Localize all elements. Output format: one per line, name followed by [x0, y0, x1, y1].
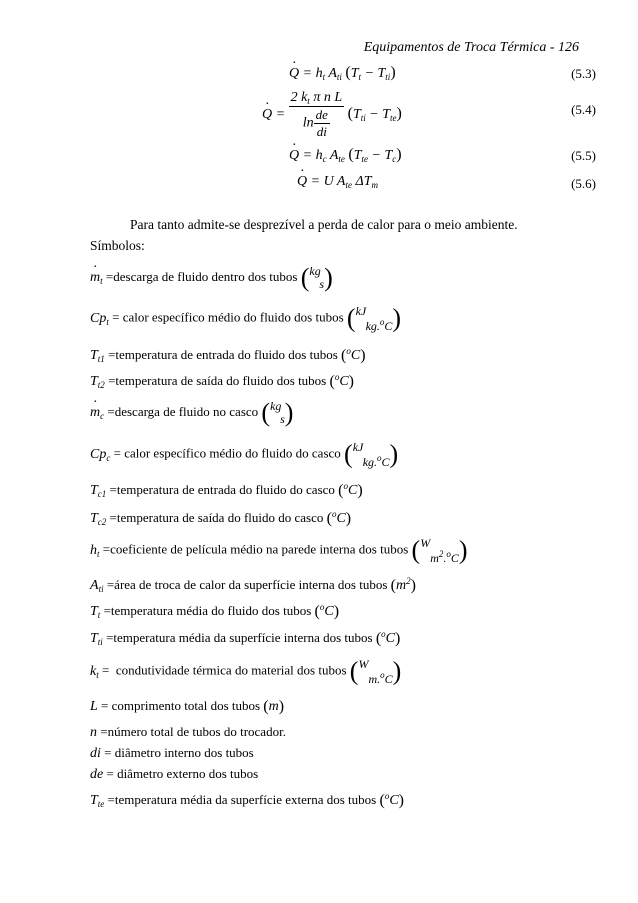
symbol-tc1: $T_{c1}$ =temperatura de entrada do fluido do casco ($^o$C): [90, 481, 363, 500]
symbol-cpt: $Cp_t$ = calor específico médio do fluido dos tubos ( kJ kg.$^o$C ): [90, 303, 402, 333]
symbol-desc: descarga de fluido dentro dos tubos: [113, 268, 298, 284]
symbol-desc: número total de tubos do trocador.: [107, 724, 286, 739]
symbol-desc: temperatura de saída do fluido dos tubos: [115, 373, 327, 388]
equation-number: (5.6): [571, 176, 596, 191]
symbol-tc2: $T_{c2}$ =temperatura de saída do fluido do casco ($^o$C): [90, 509, 352, 528]
symbol-tti: $T_{ti}$ =temperatura média da superfície interna dos tubos ($^o$C): [90, 629, 401, 648]
symbols-heading: Símbolos:: [90, 238, 145, 253]
symbol-desc: temperatura média da superfície externa dos tubos: [114, 792, 377, 807]
equation-number: (5.4): [571, 102, 596, 117]
symbol-desc: diâmetro externo dos tubos: [117, 766, 259, 781]
symbol-kt: $k_t$ = condutividade térmica do material dos tubos ( W m.$^o$C ): [90, 656, 402, 686]
symbol-desc: calor específico médio do fluido dos tubos: [122, 309, 344, 325]
equation-5-3: · $Q = h_t$ $A_{ti}$ $(T_t - T_{ti})$: [289, 64, 396, 82]
page-header: Equipamentos de Troca Térmica - 126: [363, 40, 579, 55]
symbol-ati: $A_{ti}$ =área de troca de calor da superfície interna dos tubos $(m^2)$: [90, 576, 416, 595]
symbol-desc: coeficiente de película médio na parede interna dos tubos: [110, 541, 409, 557]
equation-5-6: · Q = U $A_{te}$ $\Delta T_m$: [297, 174, 378, 190]
symbol-tte: $T_{te}$ =temperatura média da superfície externa dos tubos ($^o$C): [90, 791, 404, 810]
symbol-ht: $h_t$ =coeficiente de película médio na parede interna dos tubos ( W $m^2.^oC$ ): [90, 535, 468, 565]
symbol-tt1: $T_{t1}$ =temperatura de entrada do fluido dos tubos ($^o$C): [90, 346, 366, 365]
equation-5-5: · $Q = h_c$ $A_{te}$ $(T_{te} - T_c)$: [289, 146, 402, 164]
symbol-tt2: $T_{t2}$ =temperatura de saída do fluido dos tubos ($^o$C): [90, 372, 354, 391]
symbol-desc: condutividade térmica do material dos tubos: [115, 662, 347, 678]
symbol-mt: · $m_t$ =descarga de fluido dentro dos tubos ( kg s ): [90, 265, 333, 291]
symbol-di: di = diâmetro interno dos tubos: [90, 745, 254, 761]
equation-5-4: · Q = 2 $k_t$ π n L ln $\frac{de}{di}$ $(T_{ti} - T_{te})$: [262, 90, 402, 140]
symbol-desc: diâmetro interno dos tubos: [114, 745, 254, 760]
equation-number: (5.5): [571, 148, 596, 163]
symbol-desc: área de troca de calor da superfície interna dos tubos: [114, 577, 388, 592]
symbol-desc: calor específico médio do fluido do casco: [124, 445, 341, 461]
symbol-n: n =número total de tubos do trocador.: [90, 724, 286, 740]
equation-number: (5.3): [571, 66, 596, 81]
symbol-desc: temperatura média da superfície interna dos tubos: [113, 630, 373, 645]
symbol-desc: descarga de fluido no casco: [114, 403, 259, 419]
paragraph: Para tanto admite-se desprezível a perda de calor para o meio ambiente.: [130, 217, 518, 232]
symbol-mc: · $m_c$ =descarga de fluido no casco ( kg s ): [90, 400, 293, 426]
symbol-cpc: $Cp_c$ = calor específico médio do fluido do casco ( kJ kg.$^o$C ): [90, 439, 399, 469]
symbol-desc: temperatura de entrada do fluido dos tubos: [115, 347, 338, 362]
symbol-l: L = comprimento total dos tubos (m): [90, 698, 285, 716]
symbol-desc: comprimento total dos tubos: [111, 698, 261, 713]
symbol-desc: temperatura média do fluido dos tubos: [110, 603, 312, 618]
symbol-tt: $T_t$ =temperatura média do fluido dos tubos ($^o$C): [90, 602, 340, 621]
symbol-desc: temperatura de saída do fluido do casco: [116, 510, 324, 525]
symbol-desc: temperatura de entrada do fluido do casco: [116, 482, 335, 497]
symbol-de: de = diâmetro externo dos tubos: [90, 766, 259, 782]
